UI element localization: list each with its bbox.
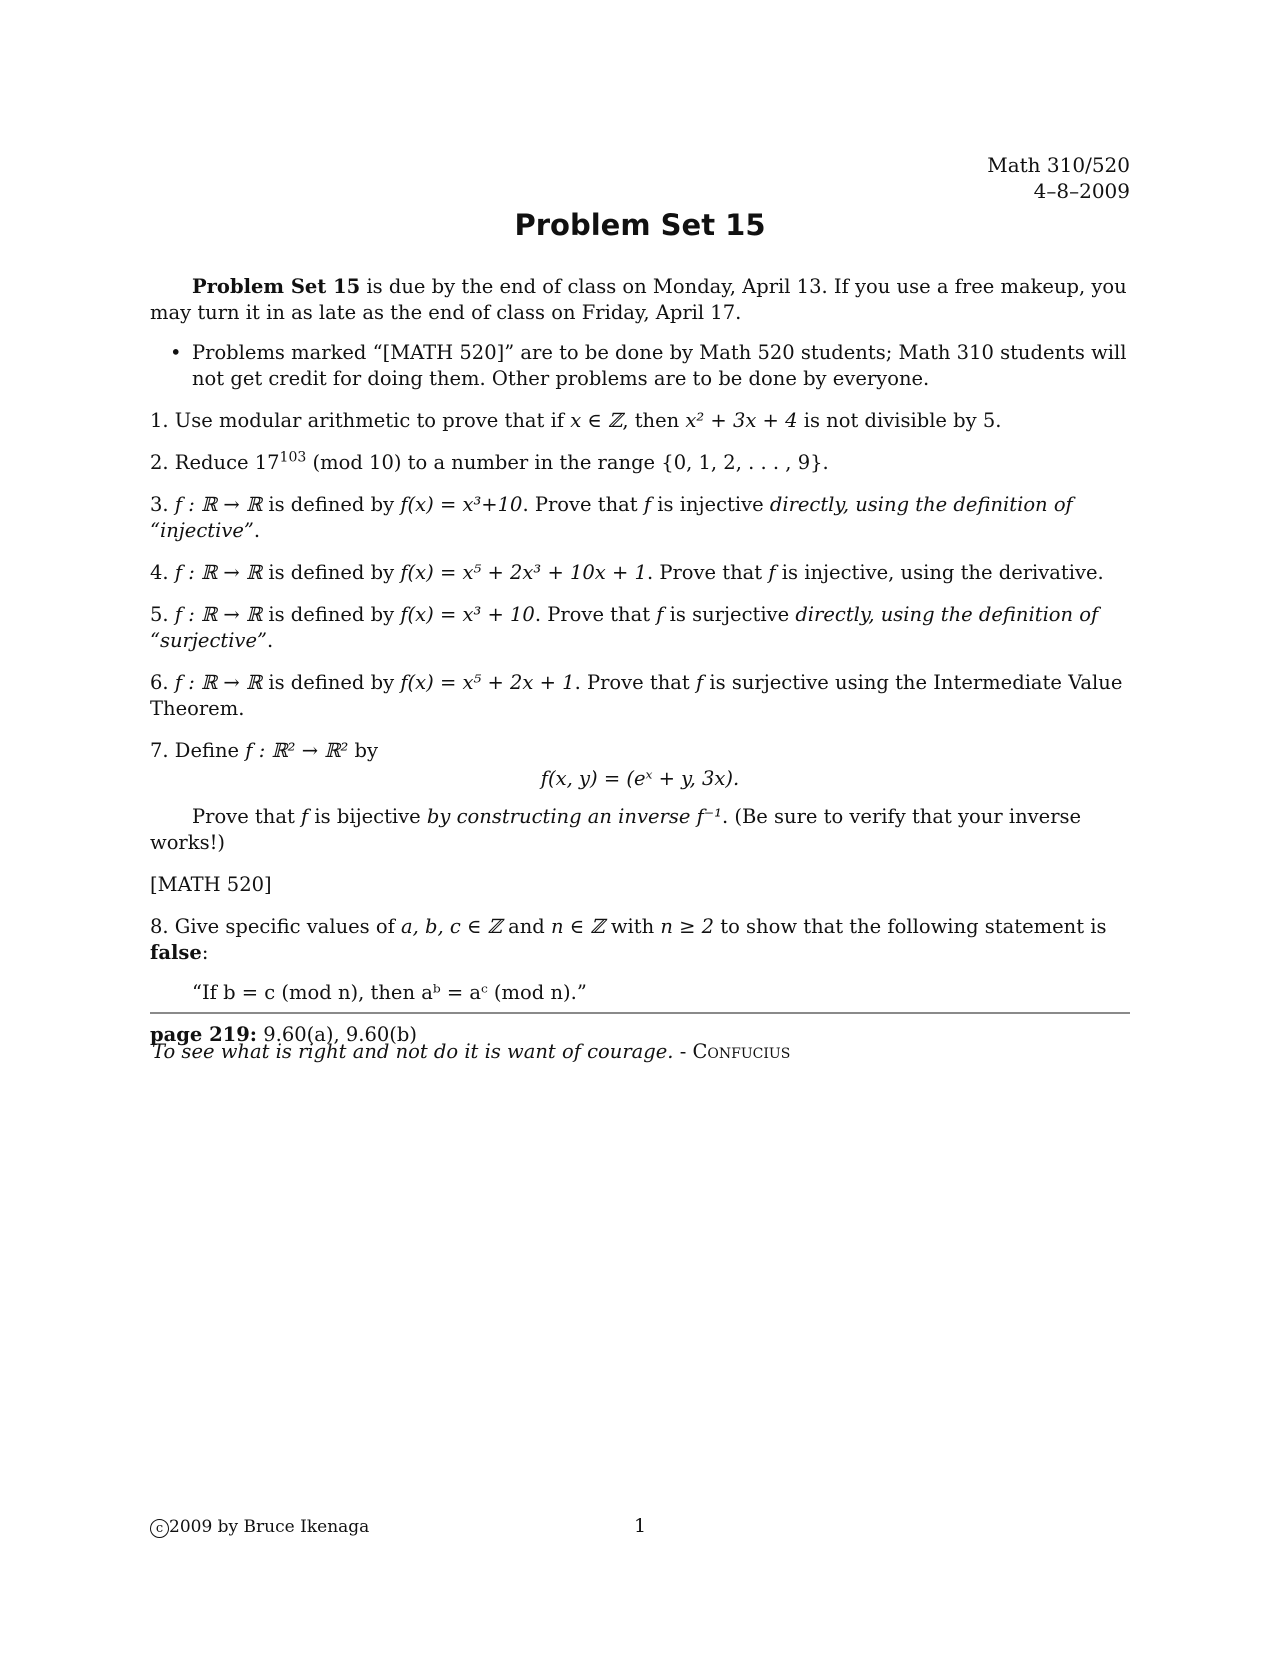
date-label: 4–8–2009: [1033, 179, 1130, 203]
course-label: Math 310/520: [987, 153, 1130, 177]
epigraph-separator: -: [673, 1040, 693, 1063]
problem-text: is injective: [651, 493, 770, 516]
problem-text: . Prove that: [574, 671, 696, 694]
problem-text: is surjective: [663, 603, 796, 626]
epigraph: [152, 1040, 790, 1063]
problem-text: with: [604, 915, 661, 938]
page-reference-items: 9.60(a), 9.60(b): [257, 1023, 417, 1046]
math-expr: f(x) = x³+10: [400, 493, 523, 516]
problem-number: 7.: [150, 739, 169, 762]
problem-number: 8.: [150, 915, 169, 938]
problem-text: .: [253, 519, 261, 542]
page-title: Problem Set 15: [514, 208, 766, 242]
problem-text: is not divisible by 5.: [797, 409, 1002, 432]
problem-text: is surjective using the Intermediate Value Theorem.: [150, 671, 1123, 720]
math-expr: f: [768, 561, 776, 584]
math-expr: n ∈ ℤ: [551, 915, 605, 938]
statement-quote: “If b = c (mod n), then aᵇ = aᶜ (mod n).”: [192, 981, 587, 1004]
math-expr: x ∈ ℤ: [570, 409, 623, 432]
problem-text: , then: [622, 409, 686, 432]
problem-number: 6.: [150, 671, 169, 694]
math-expr: f : ℝ → ℝ: [174, 603, 263, 626]
problem-text: Reduce 17: [168, 451, 280, 474]
problem-number: 1.: [150, 409, 169, 432]
problem-text: :: [201, 941, 209, 964]
exponent: 103: [279, 449, 307, 466]
math-expr: f: [643, 493, 652, 516]
problem-3: [150, 492, 1130, 544]
epigraph-text: To see what is right and not do it is want of courage.: [152, 1040, 674, 1063]
problem-4: [150, 560, 1130, 586]
note-bullet: [150, 340, 1130, 392]
math-expr: x² + 3x + 4: [685, 409, 798, 432]
problem-text: is defined by: [262, 671, 401, 694]
math-expr: f(x) = x⁵ + 2x³ + 10x + 1: [400, 561, 647, 584]
problem-text: by: [348, 739, 378, 762]
math-expr: f(x) = x⁵ + 2x + 1: [400, 671, 575, 694]
math-expr: f: [656, 603, 664, 626]
math-expr: f(x) = x³ + 10: [400, 603, 535, 626]
problem-text: and: [501, 915, 551, 938]
document-body: [150, 274, 1130, 1048]
problem-text: to show that the following statement is: [714, 915, 1107, 938]
problem-text: Use modular arithmetic to prove that if: [168, 409, 571, 432]
emphasis-text: directly, using the definition of “surjective”: [150, 603, 1099, 652]
problem-text: . Prove that: [534, 603, 657, 626]
problem-text: is defined by: [262, 493, 401, 516]
emphasis-text: by constructing an inverse: [426, 805, 691, 828]
intro-paragraph: [150, 274, 1130, 326]
copyright-text: 2009 by Bruce Ikenaga: [169, 1517, 370, 1537]
bold-text: false: [150, 941, 202, 964]
page-reference-label: page 219:: [150, 1023, 258, 1046]
math-expr: f : ℝ² → ℝ²: [245, 739, 349, 762]
intro-lead: Problem Set 15: [192, 275, 361, 298]
problem-text: . Prove that: [522, 493, 644, 516]
math-expr: f: [301, 805, 309, 828]
math-expr: f : ℝ → ℝ: [174, 561, 263, 584]
horizontal-divider: [150, 1012, 1130, 1014]
problem-text: .: [266, 629, 274, 652]
emphasis-text: directly, using the definition of “injective”: [150, 493, 1073, 542]
problem-8: [150, 914, 1130, 966]
problem-2: [150, 450, 1130, 476]
copyright-icon: c: [150, 1519, 169, 1538]
problem-1: [150, 408, 1130, 434]
problem-text: Prove that: [192, 805, 301, 828]
problem-7: [150, 738, 1130, 856]
problem-text: is defined by: [262, 561, 401, 584]
math-expr: f⁻¹: [690, 805, 722, 828]
problem-text: Give specific values of: [168, 915, 402, 938]
math-expr: f: [695, 671, 704, 694]
problem-number: 4.: [150, 561, 169, 584]
math520-tag: [MATH 520]: [150, 873, 272, 896]
problem-7-instruction: [150, 804, 1130, 856]
problem-number: 2.: [150, 451, 169, 474]
math-expr: n ≥ 2: [660, 915, 715, 938]
problem-text: Define: [168, 739, 246, 762]
math-expr: f : ℝ → ℝ: [174, 671, 263, 694]
problem-text: is injective, using the derivative.: [775, 561, 1104, 584]
math-expr: f : ℝ → ℝ: [174, 493, 263, 516]
problem-text: . Prove that: [646, 561, 769, 584]
math-expr: a, b, c ∈ ℤ: [401, 915, 502, 938]
bullet-icon: •: [170, 341, 182, 364]
bullet-text: Problems marked “[MATH 520]” are to be done by Math 520 students; Math 310 students will not get credit for doing them. Other problems are to be done by everyone.: [192, 341, 1127, 390]
problem-6: [150, 670, 1130, 722]
epigraph-author: Confucius: [692, 1040, 791, 1063]
problem-text: is defined by: [262, 603, 401, 626]
display-equation: f(x, y) = (eˣ + y, 3x).: [540, 767, 740, 790]
intro-rest: is due by the end of class on Monday, April 13. If you use a free makeup, you may turn it in as late as the end of class on Friday, April 17.: [150, 275, 1127, 324]
problem-number: 3.: [150, 493, 169, 516]
header-info: [987, 152, 1130, 204]
problem-text: . (Be sure to verify that your inverse works!): [150, 805, 1082, 854]
problem-number: 5.: [150, 603, 169, 626]
problem-text: (mod 10) to a number in the range {0, 1, 2, . . . , 9}.: [306, 451, 829, 474]
problem-5: [150, 602, 1130, 654]
problem-text: is bijective: [308, 805, 427, 828]
page-number: 1: [633, 1515, 647, 1537]
